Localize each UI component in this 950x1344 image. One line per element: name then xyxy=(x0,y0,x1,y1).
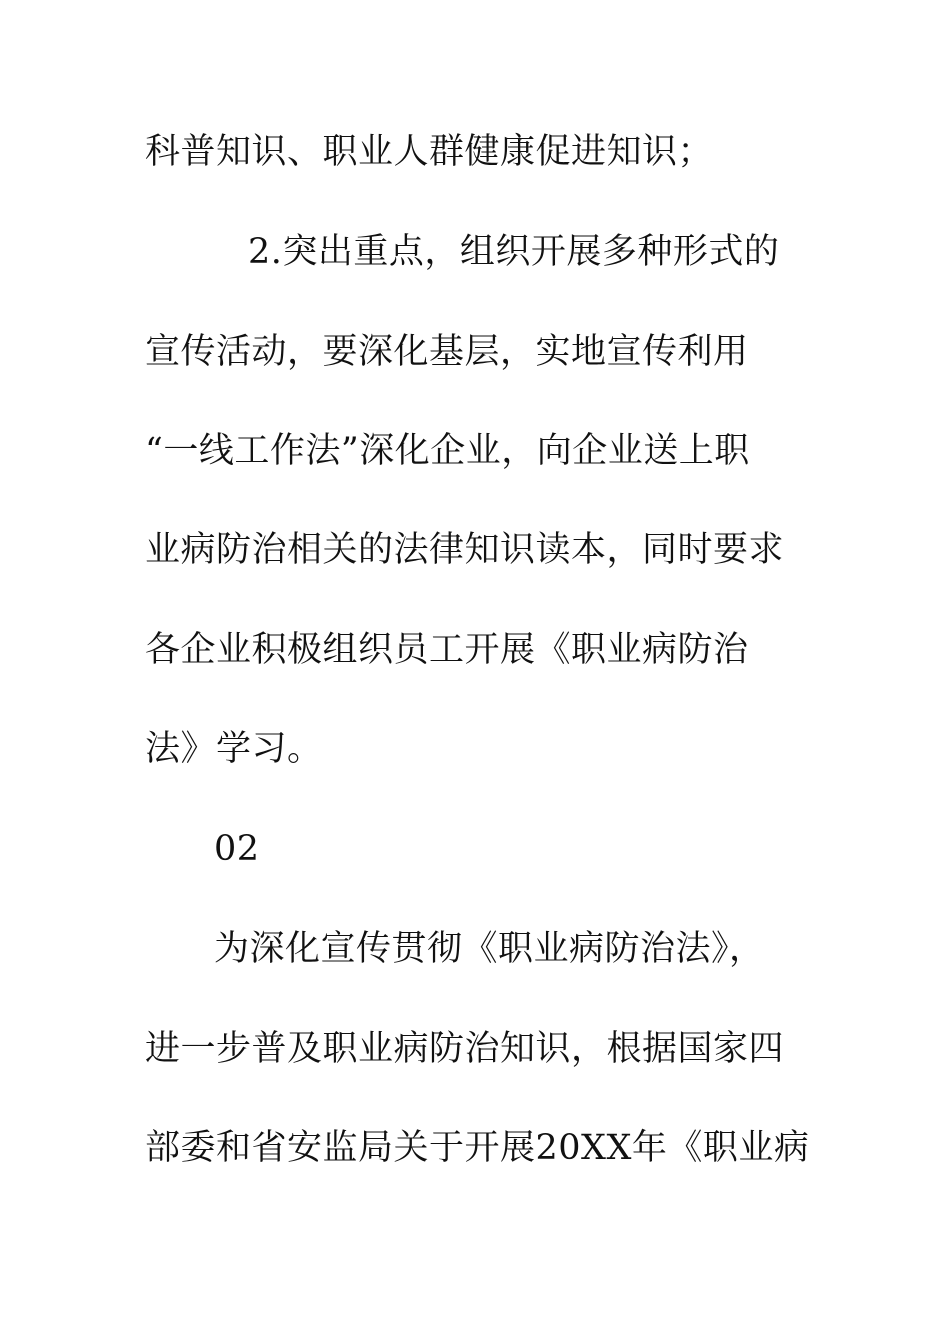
text-line: 宣传活动，要深化基层，实地宣传利用 xyxy=(145,332,749,372)
text-line: 各企业积极组织员工开展《职业病防治 xyxy=(145,630,749,670)
text-line: 为深化宣传贯彻《职业病防治法》， xyxy=(214,929,765,969)
text-line: 进一步普及职业病防治知识，根据国家四 xyxy=(145,1029,785,1069)
text-line: 业病防治相关的法律知识读本，同时要求 xyxy=(145,530,785,570)
text-line: 法》学习。 xyxy=(145,729,323,769)
text-line: 2.突出重点，组织开展多种形式的 xyxy=(248,232,780,272)
section-number: 02 xyxy=(214,829,260,869)
text-line: 科普知识、职业人群健康促进知识； xyxy=(145,132,714,172)
text-line: “一线工作法”深化企业，向企业送上职 xyxy=(145,431,750,471)
text-line: 部委和省安监局关于开展20XX年《职业病 xyxy=(145,1128,810,1168)
